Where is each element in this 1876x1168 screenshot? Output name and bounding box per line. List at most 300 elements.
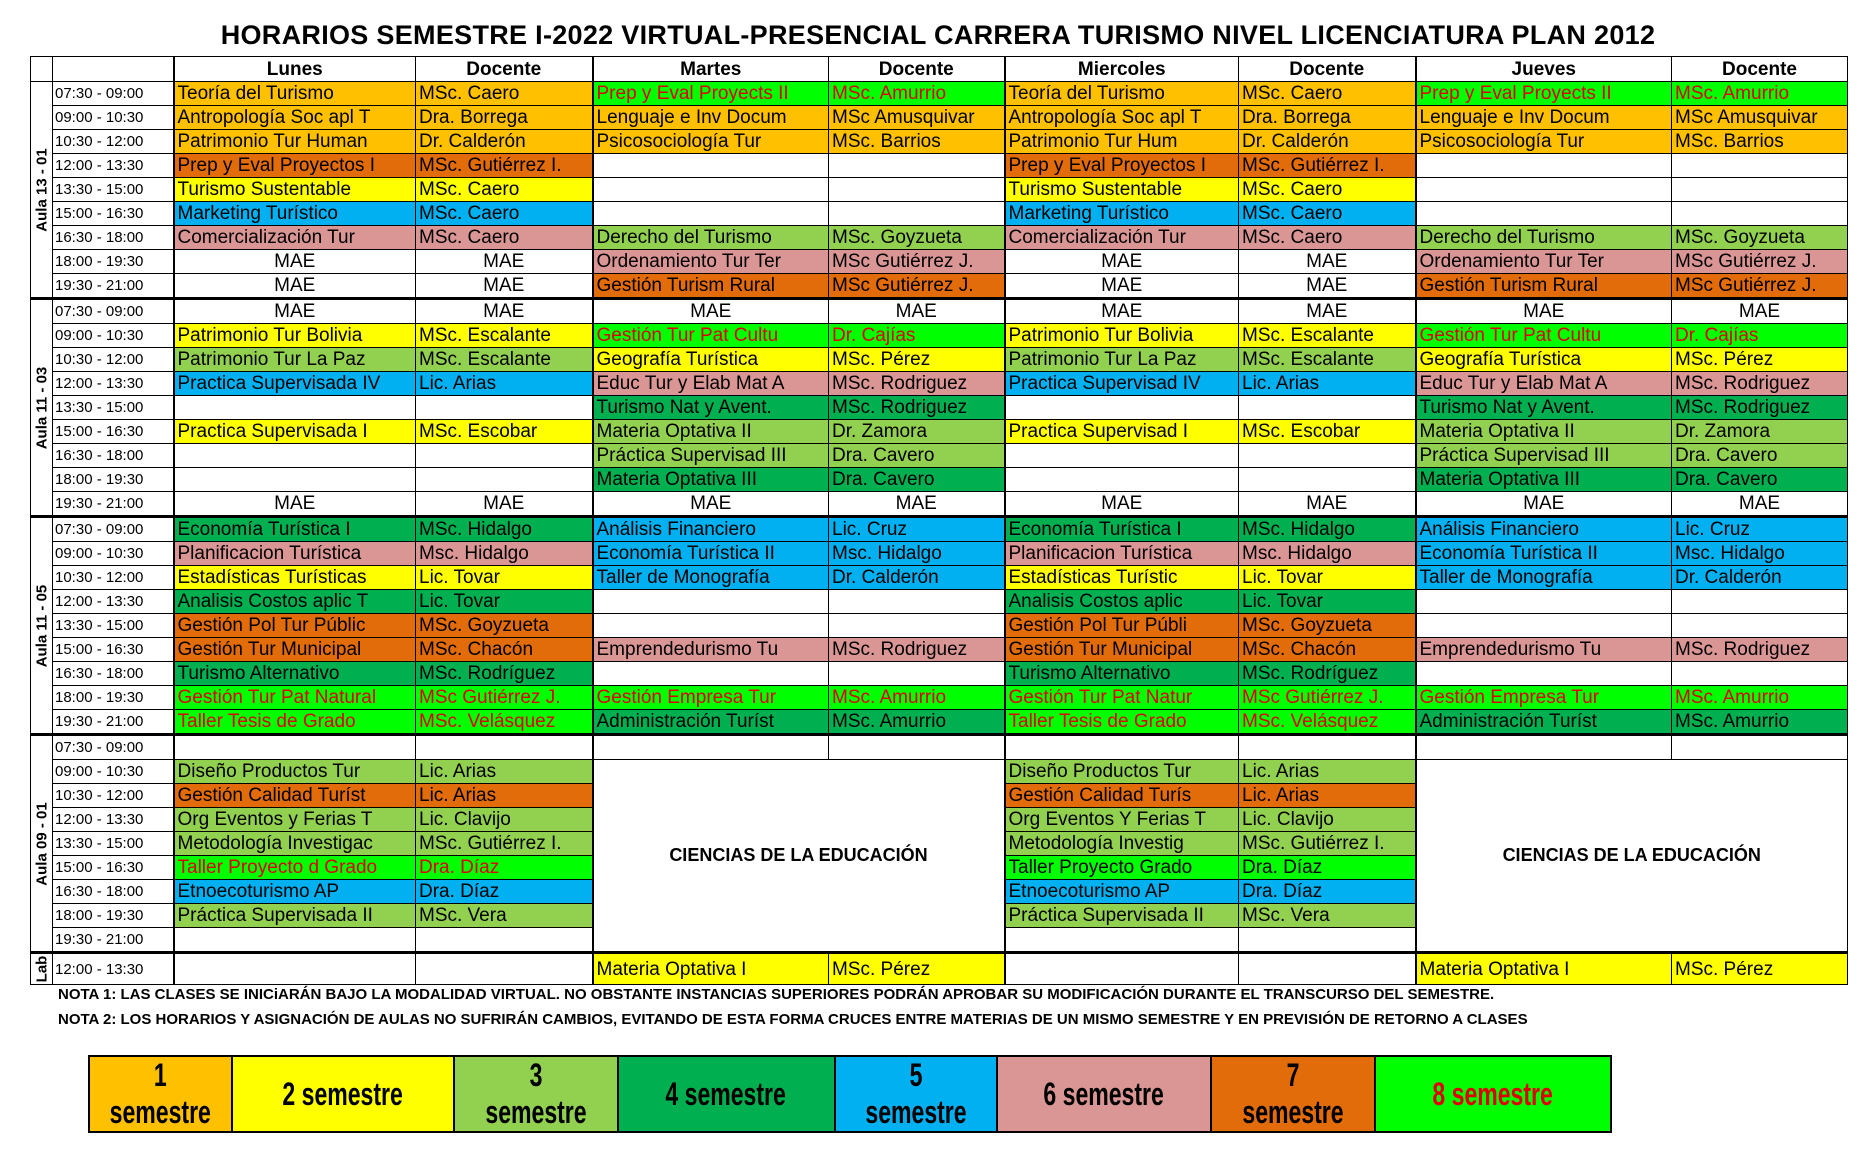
legend-label: 4 semestre xyxy=(665,1075,787,1112)
empty-cell xyxy=(593,154,829,178)
empty-cell xyxy=(1416,154,1672,178)
empty-cell xyxy=(829,735,1005,760)
empty-cell xyxy=(1416,590,1672,614)
course-cell: Turismo Sustentable xyxy=(174,178,416,202)
legend-label: 3 semestre xyxy=(484,1057,587,1130)
empty-cell xyxy=(1416,735,1672,760)
time-slot: 18:00 - 19:30 xyxy=(53,250,174,274)
teacher-cell: MSc. Amurrio xyxy=(1672,82,1848,106)
course-cell: Geografía Turística xyxy=(593,348,829,372)
course-cell: Gestión Tur Municipal xyxy=(1005,638,1239,662)
teacher-cell: Lic. Tovar xyxy=(416,566,593,590)
course-cell: Practica Supervisada I xyxy=(174,420,416,444)
time-slot: 10:30 - 12:00 xyxy=(53,130,174,154)
teacher-cell: Dra. Cavero xyxy=(1672,444,1848,468)
course-cell: Analisis Costos aplic xyxy=(1005,590,1239,614)
course-cell: Comercialización Tur xyxy=(174,226,416,250)
course-cell: Practica Supervisada IV xyxy=(174,372,416,396)
teacher-cell: MSc. Escobar xyxy=(1239,420,1416,444)
course-cell: Gestión Pol Tur Públi xyxy=(1005,614,1239,638)
empty-cell xyxy=(1672,614,1848,638)
empty-cell xyxy=(829,614,1005,638)
teacher-cell: Lic. Clavijo xyxy=(416,808,593,832)
mae-cell: MAE xyxy=(416,250,593,274)
teacher-cell: Lic. Cruz xyxy=(829,517,1005,542)
course-cell: Educ Tur y Elab Mat A xyxy=(1416,372,1672,396)
page-title: HORARIOS SEMESTRE I-2022 VIRTUAL-PRESENCIAL CARRERA TURISMO NIVEL LICENCIATURA PLAN 2012 xyxy=(220,20,1656,50)
mae-cell: MAE xyxy=(1005,250,1239,274)
course-cell: Gestión Tur Municipal xyxy=(174,638,416,662)
course-cell: Comercialización Tur xyxy=(1005,226,1239,250)
legend-item-semester-4 xyxy=(618,1056,835,1132)
mae-cell: MAE xyxy=(416,492,593,517)
course-cell: Taller Proyecto Grado xyxy=(1005,856,1239,880)
schedule-row xyxy=(31,396,1848,420)
time-slot: 15:00 - 16:30 xyxy=(53,856,174,880)
teacher-cell: Msc. Hidalgo xyxy=(416,542,593,566)
teacher-cell: MSc. Escalante xyxy=(416,324,593,348)
empty-cell xyxy=(1416,662,1672,686)
course-cell: Ordenamiento Tur Ter xyxy=(593,250,829,274)
empty-cell xyxy=(1239,468,1416,492)
time-slot: 12:00 - 13:30 xyxy=(53,590,174,614)
course-cell: Teoría del Turismo xyxy=(1005,82,1239,106)
teacher-cell: MSc. Pérez xyxy=(1672,953,1848,985)
teacher-cell: MSc Gutiérrez J. xyxy=(1672,274,1848,299)
ciencias-educacion-block: CIENCIAS DE LA EDUCACIÓN xyxy=(1416,760,1848,953)
course-cell: Patrimonio Tur Bolivia xyxy=(174,324,416,348)
time-slot: 09:00 - 10:30 xyxy=(53,542,174,566)
note-2: NOTA 2: LOS HORARIOS Y ASIGNACIÓN DE AULAS NO SUFRIRÁN CAMBIOS, EVITANDO DE ESTA FORMA CRUCES ENTRE MATERIAS DE UN MISMO SEMESTRE Y EN PREVISIÓN DE RETORNO A CLASES xyxy=(58,1011,1528,1028)
teacher-cell: Dra. Díaz xyxy=(416,856,593,880)
course-cell: Práctica Supervisada II xyxy=(174,904,416,928)
empty-cell xyxy=(1239,953,1416,985)
mae-cell: MAE xyxy=(1672,492,1848,517)
legend-item-semester-2 xyxy=(232,1056,454,1132)
time-slot: 13:30 - 15:00 xyxy=(53,396,174,420)
teacher-cell: Lic. Clavijo xyxy=(1239,808,1416,832)
course-cell: Derecho del Turismo xyxy=(1416,226,1672,250)
time-slot: 09:00 - 10:30 xyxy=(53,324,174,348)
lab-text: Lab xyxy=(33,955,50,983)
course-cell: Práctica Supervisad III xyxy=(1416,444,1672,468)
schedule-row xyxy=(31,178,1848,202)
teacher-cell: Lic. Arias xyxy=(1239,784,1416,808)
course-cell: Prep y Eval Proyectos I xyxy=(1005,154,1239,178)
legend-label: 6 semestre xyxy=(1043,1075,1164,1112)
lab-row xyxy=(31,953,1848,985)
teacher-cell: MSc Amusquivar xyxy=(829,106,1005,130)
course-cell: Economía Turística I xyxy=(174,517,416,542)
course-cell: Org Eventos Y Ferias T xyxy=(1005,808,1239,832)
course-cell: Turismo Alternativo xyxy=(1005,662,1239,686)
course-cell: Análisis Financiero xyxy=(1416,517,1672,542)
semester-legend xyxy=(88,1055,1612,1133)
course-cell: Gestión Turism Rural xyxy=(593,274,829,299)
time-slot: 15:00 - 16:30 xyxy=(53,638,174,662)
empty-cell xyxy=(1672,154,1848,178)
course-cell: Prep y Eval Proyectos I xyxy=(174,154,416,178)
time-slot: 07:30 - 09:00 xyxy=(53,517,174,542)
teacher-cell: MSc. Caero xyxy=(416,82,593,106)
schedule-row xyxy=(31,542,1848,566)
course-cell: Patrimonio Tur La Paz xyxy=(1005,348,1239,372)
course-cell: Psicosociología Tur xyxy=(1416,130,1672,154)
legend-label: 7 semestre xyxy=(1241,1057,1344,1130)
schedule-row xyxy=(31,324,1848,348)
teacher-cell: MSc. Vera xyxy=(1239,904,1416,928)
mae-cell: MAE xyxy=(174,299,416,324)
course-cell: Economía Turística II xyxy=(593,542,829,566)
schedule-row xyxy=(31,686,1848,710)
course-cell: Gestión Empresa Tur xyxy=(593,686,829,710)
course-cell: Gestión Tur Pat Natural xyxy=(174,686,416,710)
schedule-row xyxy=(31,154,1848,178)
empty-cell xyxy=(593,178,829,202)
teacher-cell: MSc Gutiérrez J. xyxy=(416,686,593,710)
course-cell: Turismo Alternativo xyxy=(174,662,416,686)
empty-cell xyxy=(174,928,416,953)
lab-label xyxy=(31,953,53,985)
schedule-row xyxy=(31,348,1848,372)
empty-cell xyxy=(174,396,416,420)
course-cell: Administración Turíst xyxy=(1416,710,1672,735)
teacher-cell: MSc. Velásquez xyxy=(1239,710,1416,735)
teacher-cell: MSc. Amurrio xyxy=(1672,710,1848,735)
course-cell: Antropología Soc apl T xyxy=(174,106,416,130)
mae-cell: MAE xyxy=(1416,299,1672,324)
time-slot: 10:30 - 12:00 xyxy=(53,566,174,590)
teacher-cell: Dr. Calderón xyxy=(416,130,593,154)
teacher-cell: Dr. Cajías xyxy=(1672,324,1848,348)
course-cell: Analisis Costos aplic T xyxy=(174,590,416,614)
course-cell: Turismo Sustentable xyxy=(1005,178,1239,202)
schedule-table xyxy=(30,56,1848,985)
teacher-cell: MSc. Goyzueta xyxy=(1239,614,1416,638)
schedule-row xyxy=(31,82,1848,106)
course-cell: Administración Turíst xyxy=(593,710,829,735)
time-slot: 18:00 - 19:30 xyxy=(53,904,174,928)
legend-label: 5 semestre xyxy=(864,1057,967,1130)
course-cell: Diseño Productos Tur xyxy=(174,760,416,784)
course-cell: Materia Optativa II xyxy=(593,420,829,444)
course-cell: Prep y Eval Proyects II xyxy=(593,82,829,106)
teacher-cell: MSc. Escalante xyxy=(416,348,593,372)
empty-cell xyxy=(416,735,593,760)
day-header: Lunes xyxy=(174,57,416,82)
course-cell: Materia Optativa III xyxy=(593,468,829,492)
course-cell: Patrimonio Tur Hum xyxy=(1005,130,1239,154)
time-slot: 12:00 - 13:30 xyxy=(53,953,174,985)
teacher-cell: MSc. Rodríguez xyxy=(1239,662,1416,686)
teacher-cell: Lic. Tovar xyxy=(1239,590,1416,614)
teacher-cell: Lic. Arias xyxy=(416,372,593,396)
empty-cell xyxy=(174,468,416,492)
empty-cell xyxy=(416,928,593,953)
teacher-cell: MSc. Rodríguez xyxy=(416,662,593,686)
empty-cell xyxy=(1672,178,1848,202)
empty-cell xyxy=(593,735,829,760)
empty-cell xyxy=(593,590,829,614)
course-cell: Gestión Tur Pat Cultu xyxy=(593,324,829,348)
teacher-cell: MSc. Caero xyxy=(416,202,593,226)
legend-label: 1 semestre xyxy=(109,1057,211,1130)
teacher-cell: MSc Amusquivar xyxy=(1672,106,1848,130)
course-cell: Patrimonio Tur Human xyxy=(174,130,416,154)
course-cell: Patrimonio Tur Bolivia xyxy=(1005,324,1239,348)
empty-cell xyxy=(593,614,829,638)
mae-cell: MAE xyxy=(1672,299,1848,324)
teacher-cell: Dra. Borrega xyxy=(416,106,593,130)
time-slot: 16:30 - 18:00 xyxy=(53,444,174,468)
teacher-cell: MSc. Rodriguez xyxy=(1672,396,1848,420)
legend-label: 2 semestre xyxy=(282,1075,403,1112)
teacher-cell: Dra. Cavero xyxy=(829,468,1005,492)
time-slot: 13:30 - 15:00 xyxy=(53,832,174,856)
mae-cell: MAE xyxy=(416,299,593,324)
schedule-row xyxy=(31,638,1848,662)
teacher-cell: Msc. Hidalgo xyxy=(829,542,1005,566)
teacher-cell: MSc. Amurrio xyxy=(829,710,1005,735)
course-cell: Lenguaje e Inv Docum xyxy=(1416,106,1672,130)
ciencias-educacion-block: CIENCIAS DE LA EDUCACIÓN xyxy=(593,760,1005,953)
empty-cell xyxy=(1416,178,1672,202)
docente-header: Docente xyxy=(1239,57,1416,82)
empty-cell xyxy=(1239,396,1416,420)
classroom-label xyxy=(31,82,53,299)
teacher-cell: MSc. Escobar xyxy=(416,420,593,444)
note-1: NOTA 1: LAS CLASES SE INICiARÁN BAJO LA MODALIDAD VIRTUAL. NO OBSTANTE INSTANCIAS SUPERIORES PODRÁN APROBAR SU MODIFICACIÓN DURANTE EL TRANSCURSO DEL SEMESTRE. xyxy=(58,986,1495,1003)
course-cell: Marketing Turístico xyxy=(1005,202,1239,226)
empty-cell xyxy=(1672,735,1848,760)
empty-cell xyxy=(593,662,829,686)
schedule-row xyxy=(31,372,1848,396)
teacher-cell: MSc Gutiérrez J. xyxy=(1239,686,1416,710)
empty-cell xyxy=(416,468,593,492)
course-cell: Gestión Tur Pat Cultu xyxy=(1416,324,1672,348)
time-slot: 15:00 - 16:30 xyxy=(53,420,174,444)
course-cell: Gestión Turism Rural xyxy=(1416,274,1672,299)
teacher-cell: Dr. Calderón xyxy=(829,566,1005,590)
teacher-cell: MSc. Goyzueta xyxy=(1672,226,1848,250)
empty-cell xyxy=(1416,614,1672,638)
notes xyxy=(58,982,1528,1032)
classroom-text: Aula 13 - 01 xyxy=(33,147,50,232)
course-cell: Economía Turística II xyxy=(1416,542,1672,566)
teacher-cell: Dr. Zamora xyxy=(829,420,1005,444)
teacher-cell: Dra. Díaz xyxy=(416,880,593,904)
empty-cell xyxy=(1005,444,1239,468)
teacher-cell: MSc. Gutiérrez I. xyxy=(416,832,593,856)
empty-cell xyxy=(829,202,1005,226)
teacher-cell: Lic. Arias xyxy=(416,760,593,784)
empty-cell xyxy=(1005,735,1239,760)
mae-cell: MAE xyxy=(174,274,416,299)
schedule-row xyxy=(31,274,1848,299)
time-slot: 12:00 - 13:30 xyxy=(53,372,174,396)
course-cell: Materia Optativa I xyxy=(1416,953,1672,985)
teacher-cell: Lic. Tovar xyxy=(416,590,593,614)
classroom-label xyxy=(31,299,53,517)
mae-cell: MAE xyxy=(174,492,416,517)
teacher-cell: MSc. Amurrio xyxy=(1672,686,1848,710)
teacher-cell: Dra. Díaz xyxy=(1239,856,1416,880)
course-cell: Patrimonio Tur La Paz xyxy=(174,348,416,372)
schedule-row xyxy=(31,735,1848,760)
course-cell: Práctica Supervisada II xyxy=(1005,904,1239,928)
schedule-row xyxy=(31,760,1848,784)
empty-cell xyxy=(1672,590,1848,614)
empty-cell xyxy=(1239,928,1416,953)
time-slot: 12:00 - 13:30 xyxy=(53,808,174,832)
teacher-cell: Lic. Arias xyxy=(1239,372,1416,396)
legend-item-semester-6 xyxy=(997,1056,1211,1132)
course-cell: Gestión Tur Pat Natur xyxy=(1005,686,1239,710)
teacher-cell: MSc. Velásquez xyxy=(416,710,593,735)
schedule-row xyxy=(31,106,1848,130)
teacher-cell: MSc. Gutiérrez I. xyxy=(1239,154,1416,178)
teacher-cell: Dr. Calderón xyxy=(1239,130,1416,154)
empty-cell xyxy=(1005,953,1239,985)
schedule-row xyxy=(31,202,1848,226)
teacher-cell: Dra. Cavero xyxy=(829,444,1005,468)
course-cell: Gestión Calidad Turíst xyxy=(174,784,416,808)
empty-cell xyxy=(416,953,593,985)
schedule-row xyxy=(31,492,1848,517)
course-cell: Taller Tesis de Grado xyxy=(1005,710,1239,735)
teacher-cell: MSc. Caero xyxy=(1239,178,1416,202)
mae-cell: MAE xyxy=(593,492,829,517)
schedule-row xyxy=(31,566,1848,590)
course-cell: Practica Supervisad IV xyxy=(1005,372,1239,396)
teacher-cell: MSc. Rodriguez xyxy=(829,372,1005,396)
empty-cell xyxy=(829,662,1005,686)
schedule-row xyxy=(31,250,1848,274)
teacher-cell: Msc. Hidalgo xyxy=(1239,542,1416,566)
legend-item-semester-5 xyxy=(835,1056,997,1132)
empty-cell xyxy=(1239,444,1416,468)
legend-label: 8 semestre xyxy=(1432,1075,1553,1112)
time-slot: 19:30 - 21:00 xyxy=(53,274,174,299)
empty-cell xyxy=(593,202,829,226)
teacher-cell: Lic. Cruz xyxy=(1672,517,1848,542)
time-slot: 07:30 - 09:00 xyxy=(53,735,174,760)
course-cell: Planificacion Turística xyxy=(1005,542,1239,566)
teacher-cell: MSc. Caero xyxy=(1239,82,1416,106)
empty-cell xyxy=(174,953,416,985)
mae-cell: MAE xyxy=(1416,492,1672,517)
empty-cell xyxy=(1005,928,1239,953)
teacher-cell: MSc. Barrios xyxy=(1672,130,1848,154)
time-header xyxy=(53,57,174,82)
course-cell: Practica Supervisad I xyxy=(1005,420,1239,444)
empty-cell xyxy=(1672,662,1848,686)
course-cell: Materia Optativa II xyxy=(1416,420,1672,444)
schedule-row xyxy=(31,130,1848,154)
course-cell: Lenguaje e Inv Docum xyxy=(593,106,829,130)
course-cell: Prep y Eval Proyects II xyxy=(1416,82,1672,106)
course-cell: Educ Tur y Elab Mat A xyxy=(593,372,829,396)
time-slot: 13:30 - 15:00 xyxy=(53,178,174,202)
empty-cell xyxy=(1416,202,1672,226)
time-slot: 09:00 - 10:30 xyxy=(53,760,174,784)
course-cell: Metodología Investigac xyxy=(174,832,416,856)
time-slot: 18:00 - 19:30 xyxy=(53,468,174,492)
course-cell: Taller Proyecto d Grado xyxy=(174,856,416,880)
teacher-cell: MSc. Rodriguez xyxy=(829,396,1005,420)
schedule-row xyxy=(31,614,1848,638)
teacher-cell: MSc. Escalante xyxy=(1239,348,1416,372)
time-slot: 07:30 - 09:00 xyxy=(53,82,174,106)
teacher-cell: MSc. Goyzueta xyxy=(829,226,1005,250)
course-cell: Taller de Monografía xyxy=(593,566,829,590)
time-slot: 13:30 - 15:00 xyxy=(53,614,174,638)
legend-item-semester-3 xyxy=(454,1056,618,1132)
empty-cell xyxy=(416,396,593,420)
teacher-cell: Lic. Arias xyxy=(416,784,593,808)
course-cell: Derecho del Turismo xyxy=(593,226,829,250)
teacher-cell: MSc. Caero xyxy=(416,226,593,250)
empty-cell xyxy=(1672,202,1848,226)
time-slot: 19:30 - 21:00 xyxy=(53,928,174,953)
course-cell: Taller Tesis de Grado xyxy=(174,710,416,735)
teacher-cell: Dra. Díaz xyxy=(1239,880,1416,904)
teacher-cell: MSc. Escalante xyxy=(1239,324,1416,348)
classroom-label xyxy=(31,517,53,735)
teacher-cell: MSc. Chacón xyxy=(416,638,593,662)
course-cell: Estadísticas Turísticas xyxy=(174,566,416,590)
teacher-cell: MSc Gutiérrez J. xyxy=(1672,250,1848,274)
course-cell: Planificacion Turística xyxy=(174,542,416,566)
teacher-cell: Lic. Tovar xyxy=(1239,566,1416,590)
time-slot: 12:00 - 13:30 xyxy=(53,154,174,178)
docente-header: Docente xyxy=(1672,57,1848,82)
course-cell: Org Eventos y Ferias T xyxy=(174,808,416,832)
time-slot: 19:30 - 21:00 xyxy=(53,492,174,517)
schedule-row xyxy=(31,590,1848,614)
time-slot: 16:30 - 18:00 xyxy=(53,880,174,904)
teacher-cell: MSc. Rodriguez xyxy=(1672,638,1848,662)
schedule-row xyxy=(31,468,1848,492)
schedule-row xyxy=(31,444,1848,468)
empty-cell xyxy=(174,444,416,468)
teacher-cell: Dr. Calderón xyxy=(1672,566,1848,590)
course-cell: Metodología Investig xyxy=(1005,832,1239,856)
mae-cell: MAE xyxy=(1239,274,1416,299)
empty-cell xyxy=(829,590,1005,614)
docente-header: Docente xyxy=(829,57,1005,82)
empty-cell xyxy=(1005,396,1239,420)
course-cell: Taller de Monografía xyxy=(1416,566,1672,590)
time-slot: 19:30 - 21:00 xyxy=(53,710,174,735)
empty-cell xyxy=(1239,735,1416,760)
mae-cell: MAE xyxy=(593,299,829,324)
mae-cell: MAE xyxy=(174,250,416,274)
teacher-cell: MSc. Rodriguez xyxy=(1672,372,1848,396)
teacher-cell: MSc. Gutiérrez I. xyxy=(416,154,593,178)
teacher-cell: MSc. Hidalgo xyxy=(1239,517,1416,542)
teacher-cell: MSc. Rodriguez xyxy=(829,638,1005,662)
teacher-cell: MSc Gutiérrez J. xyxy=(829,250,1005,274)
empty-cell xyxy=(829,154,1005,178)
teacher-cell: Lic. Arias xyxy=(1239,760,1416,784)
legend-item-semester-7 xyxy=(1211,1056,1375,1132)
course-cell: Etnoecoturismo AP xyxy=(174,880,416,904)
mae-cell: MAE xyxy=(1239,250,1416,274)
time-slot: 10:30 - 12:00 xyxy=(53,348,174,372)
mae-cell: MAE xyxy=(1005,274,1239,299)
teacher-cell: MSc. Barrios xyxy=(829,130,1005,154)
